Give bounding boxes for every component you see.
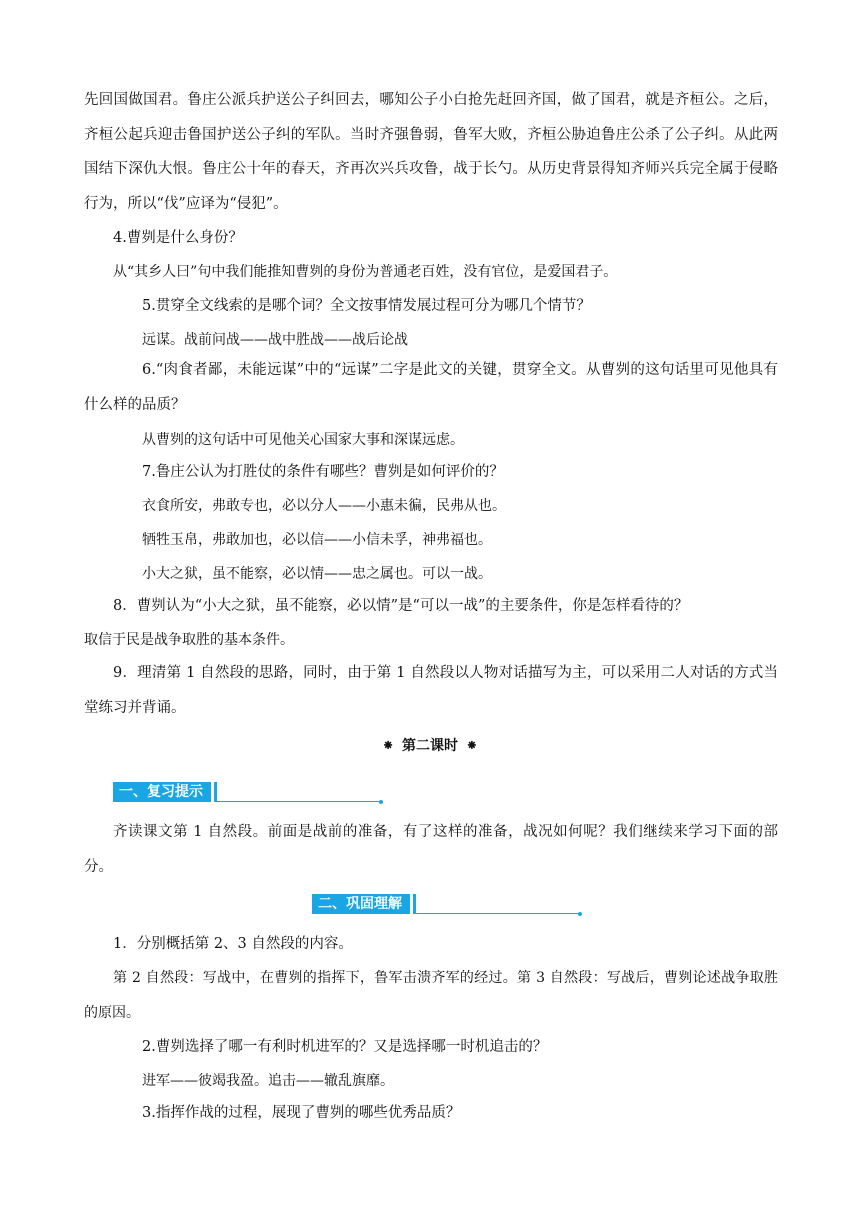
section-banner-review bbox=[113, 782, 383, 802]
answer-6: 从曹刿的这句话中可见他关心国家大事和深谋远虑。 bbox=[142, 432, 464, 448]
answer-7-line-2: 牺牲玉帛，弗敢加也，必以信——小信未孚，神弗福也。 bbox=[142, 532, 492, 548]
answer-7-line-1: 衣食所安，弗敢专也，必以分人——小惠未徧，民弗从也。 bbox=[142, 498, 506, 514]
section2-question-1: 1．分别概括第 2、3 自然段的内容。 bbox=[113, 936, 353, 952]
answer-4: 从“其乡人曰”句中我们能推知曹刿的身份为普通老百姓，没有官位，是爱国君子。 bbox=[113, 264, 618, 280]
answer-5: 远谋。战前问战——战中胜战——战后论战 bbox=[142, 332, 408, 348]
question-4: 4.曹刿是什么身份？ bbox=[113, 230, 243, 246]
lesson-title bbox=[0, 735, 860, 755]
answer-8: 取信于民是战争取胜的基本条件。 bbox=[84, 632, 294, 648]
section-heading-review: 一、复习提示 bbox=[113, 782, 211, 802]
lesson-title-text: 第二课时 bbox=[402, 738, 458, 754]
section2-question-2: 2.曹刿选择了哪一有利时机进军的？又是选择哪一时机追击的？ bbox=[142, 1039, 548, 1055]
section2-answer-1: 第 2 自然段：写战中，在曹刿的指挥下，鲁军击溃齐军的经过。第 3 自然段：写战后，曹刿论述战争取胜的原因。 bbox=[84, 970, 778, 1021]
lesson-title-ornament-right: ⁕ bbox=[466, 738, 478, 754]
section-banner-consolidate bbox=[312, 894, 582, 914]
question-9: 9．理清第 1 自然段的思路，同时，由于第 1 自然段以人物对话描写为主，可以采用二人对话的方式当堂练习并背诵。 bbox=[84, 665, 778, 716]
banner-end-dot bbox=[379, 800, 383, 804]
question-5: 5.贯穿全文线索的是哪个词？全文按事情发展过程可分为哪几个情节？ bbox=[142, 298, 591, 314]
section-heading-consolidate: 二、巩固理解 bbox=[312, 894, 410, 914]
answer-7-line-3: 小大之狱，虽不能察，必以情——忠之属也。可以一战。 bbox=[142, 566, 492, 582]
question-6: 6.“肉食者鄙，未能远谋”中的“远谋”二字是此文的关键，贯穿全文。从曹刿的这句话里可见他具有什么样的品质？ bbox=[84, 362, 778, 413]
question-8: 8．曹刿认为“小大之狱，虽不能察，必以情”是“可以一战”的主要条件，你是怎样看待的？ bbox=[113, 598, 689, 614]
banner-end-dot bbox=[578, 912, 582, 916]
lesson-title-ornament-left: ⁕ bbox=[382, 738, 394, 754]
question-7: 7.鲁庄公认为打胜仗的条件有哪些？曹刿是如何评价的？ bbox=[142, 464, 504, 480]
paragraph-background: 先回国做国君。鲁庄公派兵护送公子纠回去，哪知公子小白抢先赶回齐国，做了国君，就是齐桓公。之后，齐桓公起兵迎击鲁国护送公子纠的军队。当时齐强鲁弱，鲁军大败，齐桓公胁迫鲁庄公杀了公子纠。从此两国结下深仇大恨。鲁庄公十年的春天，齐再次兴兵攻鲁，战于长勺。从历史背景得知齐师兴兵完全属于侵略行为，所以“伐”应译为“侵犯”。 bbox=[84, 92, 778, 212]
section2-question-3: 3.指挥作战的过程，展现了曹刿的哪些优秀品质？ bbox=[142, 1105, 461, 1121]
section-review-body: 齐读课文第 1 自然段。前面是战前的准备，有了这样的准备，战况如何呢？我们继续来学习下面的部分。 bbox=[84, 824, 778, 875]
section2-answer-2: 进军——彼竭我盈。追击——辙乱旗靡。 bbox=[142, 1073, 394, 1089]
